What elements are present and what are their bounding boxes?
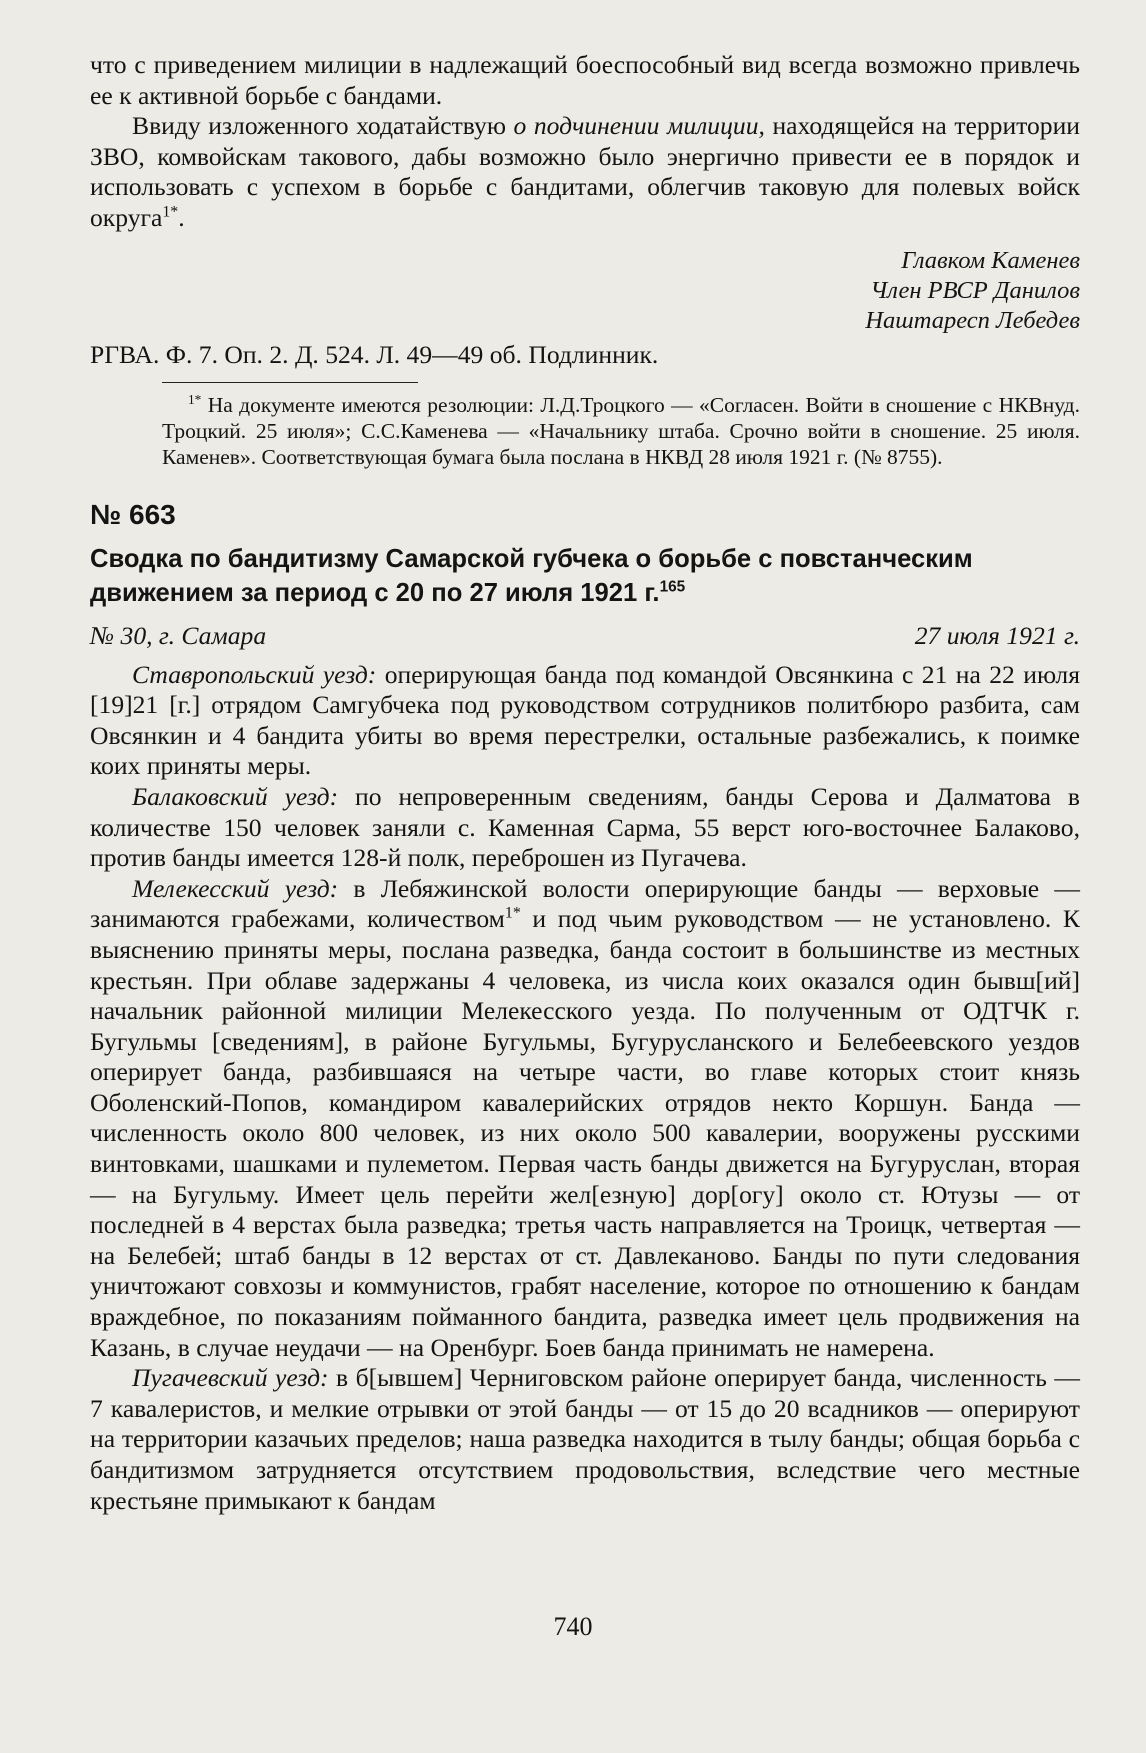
signature-council-member: Член РВСР Данилов [870, 276, 1080, 304]
title-note: 165 [659, 578, 686, 596]
petition-paragraph: Ввиду изложенного ходатайствую о подчинении милиции, находящейся на территории ЗВО, комвойскам такового, дабы возможно было энергично привести ее в порядок и использовать с успехом в борьбе с бандитами, облегчив таковую для полевых войск округа$^{1*}$. [90, 111, 1080, 232]
archive-reference: РГВА. Ф. 7. Оп. 2. Д. 524. Л. 49—49 об. Подлинник. [90, 339, 659, 369]
document-title: Сводка по бандитизму Самарской губчека о борьбе с повстанческим движением за период с 20 по 27 июля 1921 г.$^{165}$ [90, 544, 973, 607]
petition-emphasis: о подчинении милиции, [513, 111, 765, 141]
footnote-ref: 1* [162, 203, 179, 221]
district-name: Ставропольский уезд: [132, 659, 377, 689]
signature-block [90, 246, 1080, 336]
document-place: № 30, г. Самара [90, 620, 267, 650]
district-name: Балаковский уезд: [132, 781, 339, 811]
district-name: Мелекесский уезд: [132, 873, 339, 903]
signature-commander: Главком Каменев [901, 246, 1080, 274]
page-content [90, 50, 1080, 1516]
district-name: Пугачевский уезд: [132, 1363, 329, 1393]
section-melekess: Мелекесский уезд: в Лебяжинской волости оперирующие банды — верховые — занимаются грабежами, количеством$^{1*}$ и под чьим руководством — не установлено. К выяснению приняты меры, послана разведка, банда состоит в большинстве из местных крестьян. При облаве задержаны 4 человека, из числа коих оказался один бывш[ий] начальник районной милиции Мелекесского уезда. По полученным от ОДТЧК г. Бугульмы [сведениям], в районе Бугульмы, Бугурусланского и Белебеевского уездов оперирует банда, разбившаяся на четыре части, во главе которых стоит князь Оболенский-Попов, командиром кавалерийских отрядов некто Коршун. Банда — численность около 800 человек, из них около 500 кавалерии, вооружены русскими винтовками, шашками и пулеметом. Первая часть банды движется на Бугуруслан, вторая — на Бугульму. Имеет цель перейти жел[езную] дор[огу] около ст. Ютузы — от последней в 4 верстах была разведка; третья часть направляется на Троицк, четвертая — на Белебей; штаб банды в 12 верстах от ст. Давлеканово. Банды по пути следования уничтожают совхозы и коммунистов, грабят население, которое по отношению к бандам враждебное, по показаниям пойманного бандита, разведка имеет цель продвижения на Казань, в случае неудачи — на Оренбург. Боев банда принимать не намерена. [90, 873, 1080, 1362]
document-date: 27 июля 1921 г. [914, 620, 1080, 650]
continuation-paragraph: что с приведением милиции в надлежащий боеспособный вид всегда возможно привлечь ее к активной борьбе с бандами. [90, 50, 1080, 110]
footnote: $^{1*}$ На документе имеются резолюции: Л.Д.Троцкого — «Согласен. Войти в сношение с НКВнуд. Троцкий. 25 июля»; С.С.Каменева — «Начальнику штаба. Срочно войти в сношение. 25 июля. Каменев». Соответствующая бумага была послана в НКВД 28 июля 1921 г. (№ 8755). [162, 391, 1080, 469]
section-stavropol: Ставропольский уезд: оперирующая банда под командой Овсянкина с 21 на 22 июля [19]21 [г.] отрядом Самгубчека под руководством сотрудников политбюро разбита, сам Овсянкин и 4 бандита убиты во время перестрелки, остальные разбежались, к поимке коих приняты меры. [90, 659, 1080, 781]
document-header [90, 620, 1080, 652]
footnote-divider [162, 382, 418, 383]
section-pugachev: Пугачевский уезд: в б[ывшем] Черниговском районе оперирует банда, численность — 7 кавалеристов, и мелкие отрывки от этой банды — от 15 до 20 всадников — оперируют на территории казачьих пределов; наша разведка находится в тылу банды; общая борьба с бандитизмом затрудняется отсутствием продовольствия, вследствие чего местные крестьяне примыкают к бандам [90, 1363, 1080, 1515]
signature-chief-of-staff: Наштаресп Лебедев [865, 306, 1080, 334]
footnote-mark: 1* [188, 391, 202, 407]
page-number: 740 [553, 1612, 593, 1641]
footnote-ref: 1* [504, 904, 521, 922]
document-number: № 663 [90, 498, 176, 530]
section-balakovo: Балаковский уезд: по непроверенным сведениям, банды Серова и Далматова в количестве 150 человек заняли с. Каменная Сарма, 55 верст юго-восточнее Балаково, против банды имеется 128-й полк, переброшен из Пугачева. [90, 781, 1080, 873]
